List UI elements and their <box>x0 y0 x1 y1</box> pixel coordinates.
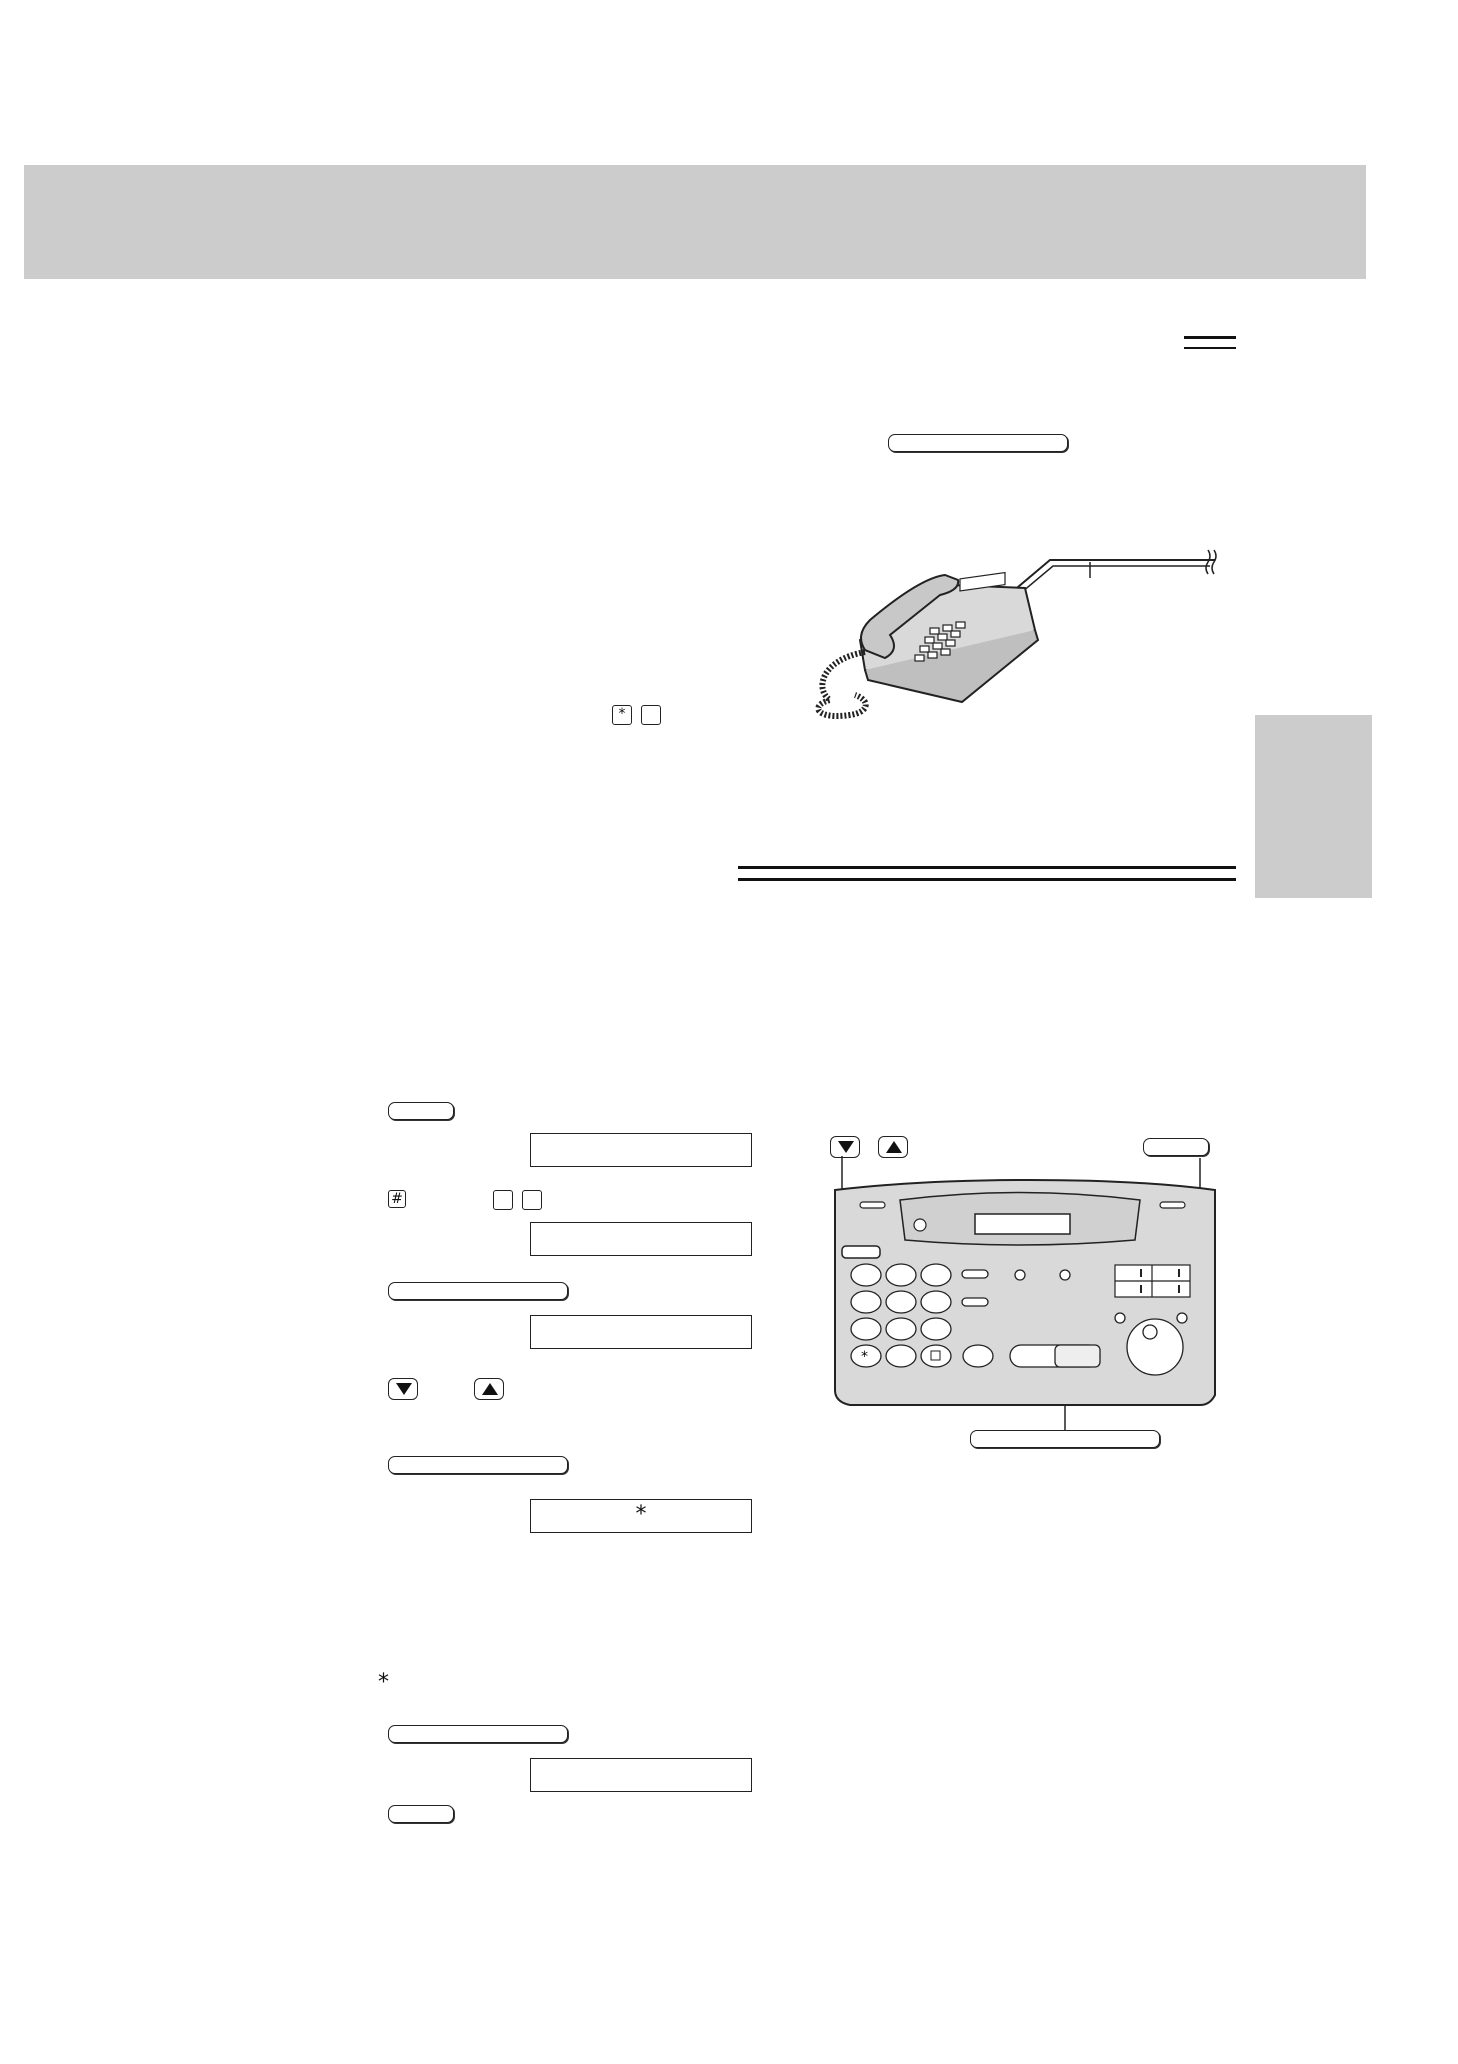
up-arrow-key <box>474 1378 504 1400</box>
menu-key-2 <box>388 1805 454 1823</box>
menu-key-1 <box>388 1102 454 1120</box>
header-band <box>24 165 1366 279</box>
display-4 <box>530 1499 752 1533</box>
display-1 <box>530 1133 752 1167</box>
set-key-3 <box>388 1725 568 1743</box>
set-key-2 <box>388 1456 568 1474</box>
telephone-illustration <box>810 540 1230 770</box>
down-arrow-icon <box>396 1383 412 1395</box>
display-3 <box>530 1315 752 1349</box>
display-2 <box>530 1222 752 1256</box>
hash-key-glyph: # <box>391 1191 403 1207</box>
hash-key <box>388 1190 406 1208</box>
star-key-glyph: * <box>618 706 626 722</box>
set-key-1 <box>388 1282 568 1300</box>
display-4-value: * <box>635 1502 647 1527</box>
down-arrow-key <box>388 1378 418 1400</box>
star-note: * <box>378 1670 389 1695</box>
side-tab <box>1255 715 1372 898</box>
key-label-top <box>888 434 1068 452</box>
section-rule-short <box>1184 336 1236 349</box>
panel-set-key-label <box>970 1430 1160 1448</box>
star-key <box>612 705 632 725</box>
section-rule-long <box>738 866 1236 881</box>
blank-key <box>641 705 661 725</box>
fax-panel-illustration <box>820 1140 1240 1430</box>
svg-text:*: * <box>861 1349 868 1365</box>
digit-key-b <box>522 1190 542 1210</box>
display-5 <box>530 1758 752 1792</box>
digit-key-a <box>493 1190 513 1210</box>
up-arrow-icon <box>482 1383 498 1395</box>
